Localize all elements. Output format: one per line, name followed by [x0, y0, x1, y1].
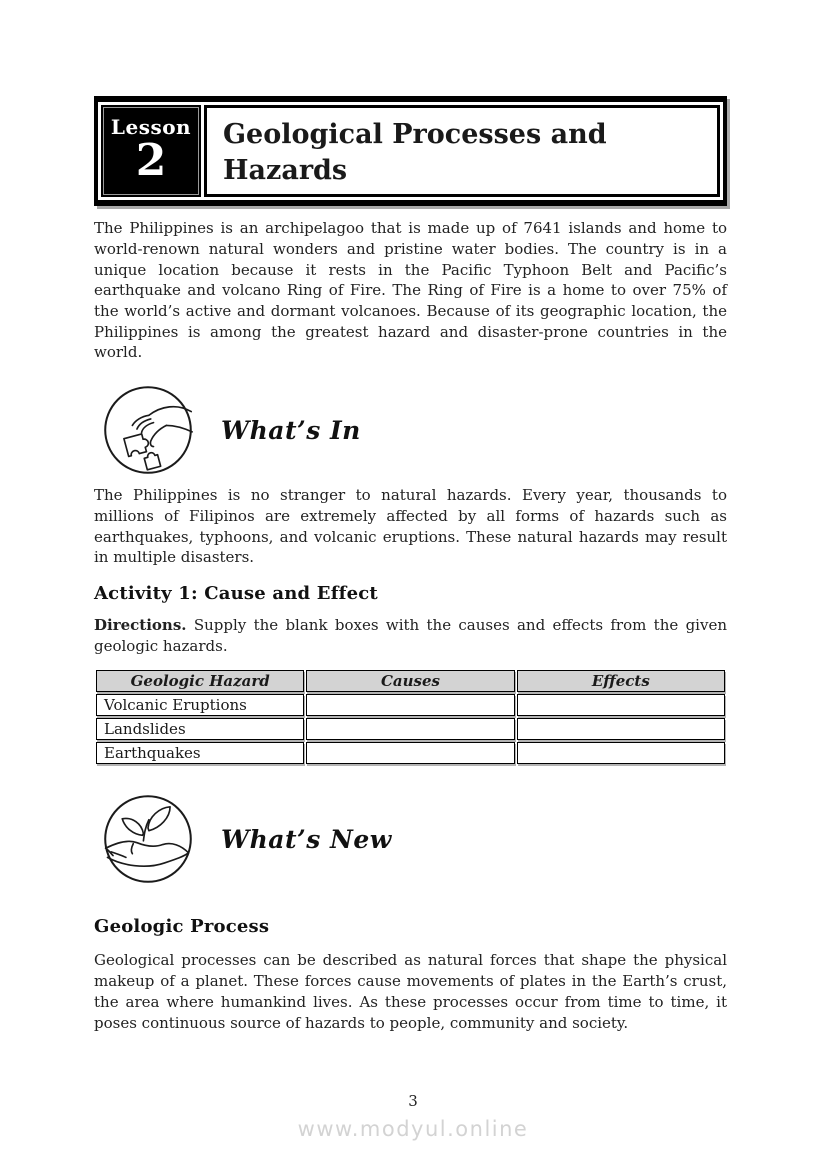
table-header-row [96, 670, 725, 692]
hand-plant-icon [102, 793, 194, 885]
table-row [96, 742, 725, 764]
table-row [96, 694, 725, 716]
watermark: www.modyul.online [297, 1117, 529, 1141]
directions-text: Supply the blank boxes with the causes and effects from the given geologic hazards. [94, 615, 727, 655]
causes-blank-cell [306, 694, 514, 716]
geologic-process-paragraph: Geological processes can be described as natural forces that shape the physical makeup of a planet. These forces cause movements of plates in the Earth’s crust, the area where humankind lives. As these processes occur from time to time, it poses continuous source of hazards to people, community and society. [94, 951, 727, 1032]
effects-blank-cell [517, 742, 725, 764]
whats-new-heading: What’s New [221, 824, 392, 854]
page-footer [0, 1092, 826, 1141]
whats-in-heading: What’s In [221, 415, 361, 445]
col-header-causes: Causes [306, 670, 514, 692]
lesson-title-line2: Hazards [223, 154, 348, 186]
lesson-title [204, 105, 720, 197]
intro-paragraph: The Philippines is an archipelagoo that is made up of 7641 islands and home to world-renown natural wonders and pristine water bodies. The country is in a unique location because it rests in the Pacific Typhoon Belt and Pacific’s earthquake and volcano Ring of Fire. The Ring of Fire is a home to over 75% of the world’s active and dormant volcanoes. Because of its geographic location, the Philippines is among the greatest hazard and disaster-prone countries in the world. [94, 219, 727, 362]
causes-blank-cell [306, 718, 514, 740]
hazard-cell: Landslides [96, 718, 304, 740]
lesson-label: Lesson [110, 115, 192, 140]
activity-heading: Activity 1: Cause and Effect [94, 582, 378, 604]
lesson-number: 2 [135, 135, 167, 187]
lesson-header [94, 96, 727, 206]
whats-new-banner [94, 793, 727, 885]
col-header-geologic-hazard: Geologic Hazard [96, 670, 304, 692]
effects-blank-cell [517, 718, 725, 740]
hazard-cell: Volcanic Eruptions [96, 694, 304, 716]
causes-blank-cell [306, 742, 514, 764]
table-row [96, 718, 725, 740]
geologic-process-heading: Geologic Process [94, 916, 270, 938]
page-number: 3 [408, 1092, 418, 1110]
page-content [94, 0, 727, 1033]
whats-in-banner [94, 384, 727, 476]
lesson-title-line1: Geological Processes and [223, 119, 607, 150]
lesson-number-badge [101, 105, 201, 197]
directions-label: Directions. [94, 615, 187, 634]
hand-puzzle-icon [102, 384, 194, 476]
cause-effect-table [94, 668, 727, 766]
directions-paragraph [94, 615, 727, 656]
effects-blank-cell [517, 694, 725, 716]
hazard-cell: Earthquakes [96, 742, 304, 764]
whats-in-paragraph: The Philippines is no stranger to natural hazards. Every year, thousands to millions of Filipinos are extremely affected by all forms of hazards such as earthquakes, typhoons, and volcanic eruptions. These natural hazards may result in multiple disasters. [94, 486, 727, 567]
col-header-effects: Effects [517, 670, 725, 692]
